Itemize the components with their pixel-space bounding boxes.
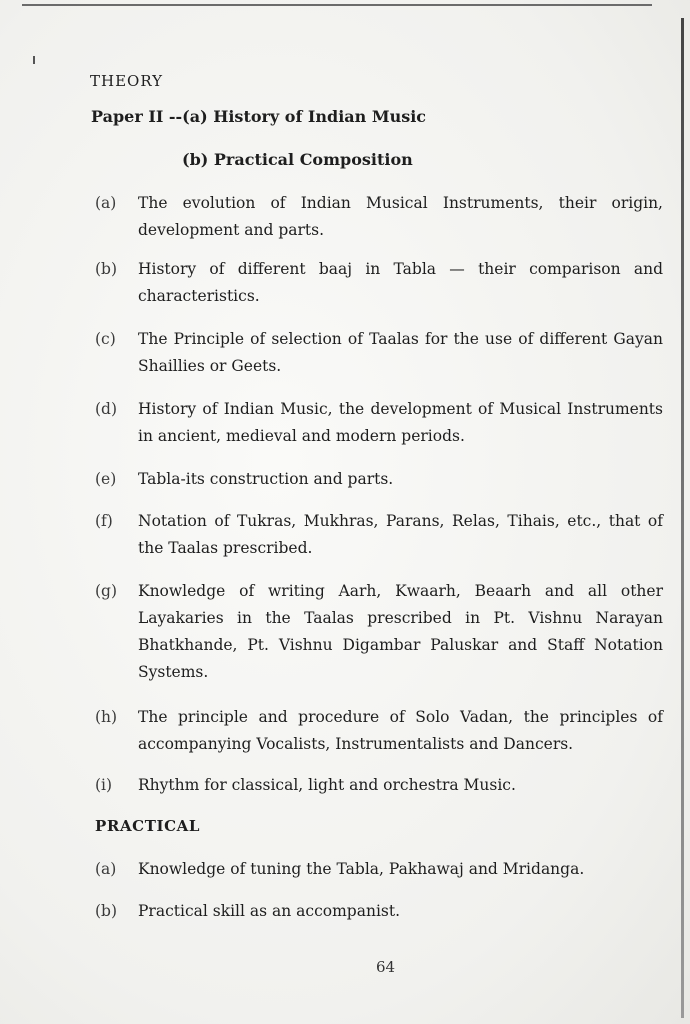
theory-item	[95, 772, 675, 799]
paper-title	[91, 107, 426, 126]
theory-item	[95, 508, 675, 562]
item-label: (g)	[95, 582, 118, 600]
paper-subtitle-text: (b) Practical Composition	[182, 150, 413, 169]
section-heading-practical: PRACTICAL	[95, 817, 201, 835]
item-label: (b)	[95, 260, 118, 278]
item-text: Rhythm for classical, light and orchestra Music.	[138, 776, 516, 794]
item-label: (d)	[95, 400, 118, 418]
practical-item	[95, 856, 675, 883]
paper-title-text: Paper II --(a) History of Indian Music	[91, 107, 427, 126]
scan-mark	[33, 56, 35, 64]
item-label: (h)	[95, 708, 118, 726]
item-label: (c)	[95, 330, 116, 348]
item-text: History of different baaj in Tabla — their comparison and characteristics.	[138, 260, 663, 305]
item-text: Knowledge of writing Aarh, Kwaarh, Beaarh and all other Layakaries in the Taalas prescribed in Pt. Vishnu Narayan Bhatkhande, Pt. Vishnu Digambar Paluskar and Staff Notation Systems.	[138, 582, 663, 681]
top-rule	[22, 4, 652, 6]
page-number: 64	[376, 958, 396, 976]
item-label: (a)	[95, 194, 117, 212]
theory-item	[95, 704, 675, 758]
item-text: History of Indian Music, the development of Musical Instruments in ancient, medieval and modern periods.	[138, 400, 663, 445]
paper-subtitle	[182, 150, 413, 169]
item-text: The evolution of Indian Musical Instruments, their origin, development and parts.	[138, 194, 663, 239]
theory-item	[95, 578, 675, 686]
item-label: (b)	[95, 902, 118, 920]
item-text: Knowledge of tuning the Tabla, Pakhawaj and Mridanga.	[138, 860, 585, 878]
practical-item	[95, 898, 675, 925]
theory-item	[95, 190, 675, 244]
theory-item	[95, 466, 675, 493]
theory-item	[95, 396, 675, 450]
item-text: Practical skill as an accompanist.	[138, 902, 401, 920]
item-label: (i)	[95, 776, 113, 794]
item-label: (e)	[95, 470, 117, 488]
item-label: (f)	[95, 512, 113, 530]
binding-edge-shadow	[681, 18, 684, 1018]
theory-item	[95, 256, 675, 310]
item-label: (a)	[95, 860, 117, 878]
item-text: The principle and procedure of Solo Vadan, the principles of accompanying Vocalists, Instrumentalists and Dancers.	[138, 708, 663, 753]
section-heading-theory: THEORY	[90, 72, 164, 90]
theory-item	[95, 326, 675, 380]
item-text: Notation of Tukras, Mukhras, Parans, Relas, Tihais, etc., that of the Taalas prescribed.	[138, 512, 663, 557]
item-text: Tabla-its construction and parts.	[138, 470, 394, 488]
item-text: The Principle of selection of Taalas for the use of different Gayan Shaillies or Geets.	[138, 330, 663, 375]
